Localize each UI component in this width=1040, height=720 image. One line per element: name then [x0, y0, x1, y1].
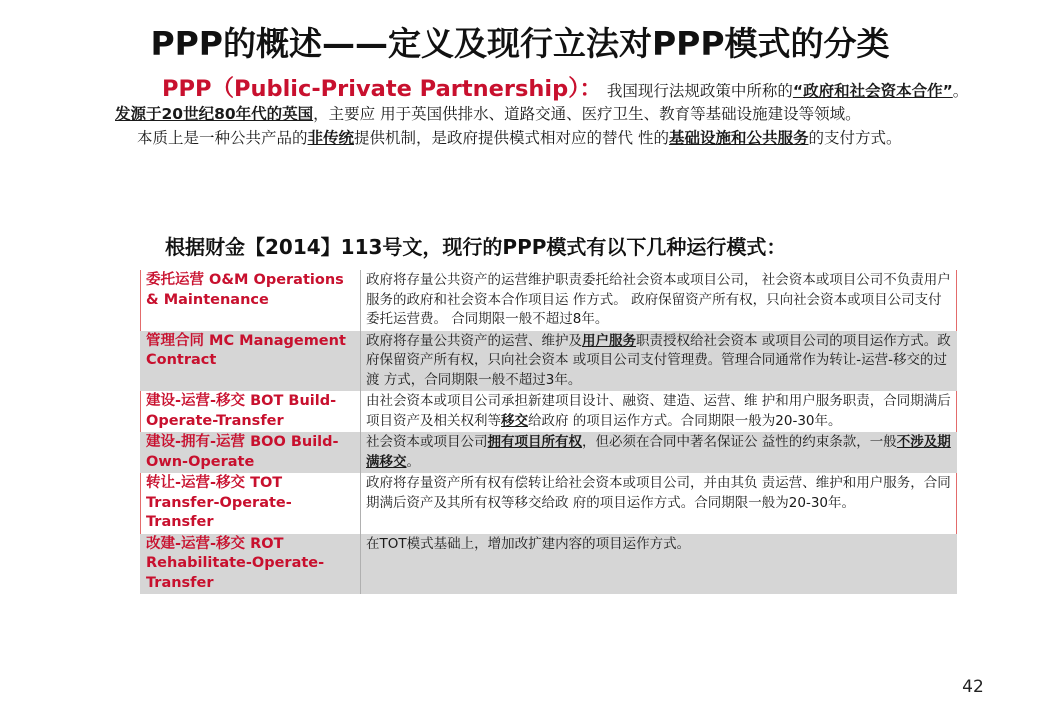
definition-term: “政府和社会资本合作”	[792, 82, 953, 100]
table-row	[141, 331, 957, 392]
slide-title: PPP的概述——定义及现行立法对PPP模式的分类	[150, 24, 890, 63]
mode-description-text-2: 职责授权给社会资本 或项目公司的项目运作方式。政府保留资产所有权，只向社会资本 或项目公司支付管理费。管理合同通常作为转让-运营-移交的过渡 方式，合同期限一般不超过3年。	[366, 332, 951, 388]
ppp-definition-paragraph	[115, 78, 973, 126]
table-row	[141, 432, 957, 473]
essence-text-3: 的支付方式。	[808, 129, 902, 147]
table-row	[141, 391, 957, 432]
mode-description	[361, 432, 957, 473]
definition-text: 我国现行法规政策中所称的	[601, 82, 793, 100]
mode-name: 委托运营 O&M Operations & Maintenance	[141, 270, 361, 331]
modes-subheading: 根据财金【2014】113号文，现行的PPP模式有以下几种运行模式：	[165, 235, 787, 259]
mode-name: 管理合同 MC Management Contract	[141, 331, 361, 392]
table-row	[141, 534, 957, 595]
essence-text-2: 提供机制，是政府提供模式相对应的替代 性的	[354, 129, 669, 147]
essence-text: 本质上是一种公共产品的	[137, 129, 308, 147]
mode-description: 在TOT模式基础上，增加改扩建内容的项目运作方式。	[361, 534, 957, 595]
mode-name: 建设-运营-移交 BOT Build-Operate-Transfer	[141, 391, 361, 432]
mode-description	[361, 391, 957, 432]
mode-description	[361, 331, 957, 392]
mode-description-text: 政府将存量公共资产的运营、维护及	[366, 332, 582, 349]
origin-text: 发源于20世纪80年代的英国	[115, 105, 314, 123]
definition-text-2: 。	[952, 82, 969, 100]
ppp-definition-block	[115, 78, 973, 150]
essence-term-2: 基础设施和公共服务	[668, 129, 809, 147]
table-row	[141, 473, 957, 534]
mode-name: 转让-运营-移交 TOT Transfer-Operate-Transfer	[141, 473, 361, 534]
mode-description-text: 由社会资本或项目公司承担新建项目设计、融资、建造、运营、维 护和用户服务职责，合同期满后项目资产及相关权利等	[366, 393, 951, 429]
mode-name: 改建-运营-移交 ROT Rehabilitate-Operate-Transfer	[141, 534, 361, 595]
mode-description-emphasis: 用户服务	[582, 332, 636, 349]
table-row	[141, 270, 957, 331]
mode-description-text-2: ，但必须在合同中著名保证公 益性的约束条款，一般	[582, 434, 897, 450]
mode-description-text: 社会资本或项目公司	[366, 434, 488, 450]
definition-text-3: ，主要应 用于英国供排水、道路交通、医疗卫生、教育等基础设施建设等领域。	[313, 105, 861, 123]
essence-term-1: 非传统	[307, 129, 355, 147]
mode-description-emphasis-2: 不涉及期满移交	[366, 434, 951, 470]
mode-description-emphasis: 移交	[501, 412, 528, 429]
ppp-modes-table	[140, 270, 957, 594]
mode-description-text-3: 。	[406, 453, 420, 470]
mode-description-text-2: 给政府 的项目运作方式。合同期限一般为20-30年。	[528, 412, 842, 429]
mode-description: 政府将存量资产所有权有偿转让给社会资本或项目公司，并由其负 责运营、维护和用户服务，合同期满后资产及其所有权等移交给政 府的项目运作方式。合同期限一般为20-30年。	[361, 473, 957, 534]
mode-description-emphasis: 拥有项目所有权	[487, 434, 582, 450]
ppp-heading: PPP（Public-Private Partnership）：	[162, 76, 602, 102]
mode-name: 建设-拥有-运营 BOO Build-Own-Operate	[141, 432, 361, 473]
mode-description: 政府将存量公共资产的运营维护职责委托给社会资本或项目公司， 社会资本或项目公司不负责用户服务的政府和社会资本合作项目运 作方式。 政府保留资产所有权，只向社会资本或项目公司支付委托运营费。 合同期限一般不超过8年。	[361, 270, 957, 331]
page-number: 42	[962, 677, 984, 697]
essence-paragraph	[115, 127, 973, 150]
